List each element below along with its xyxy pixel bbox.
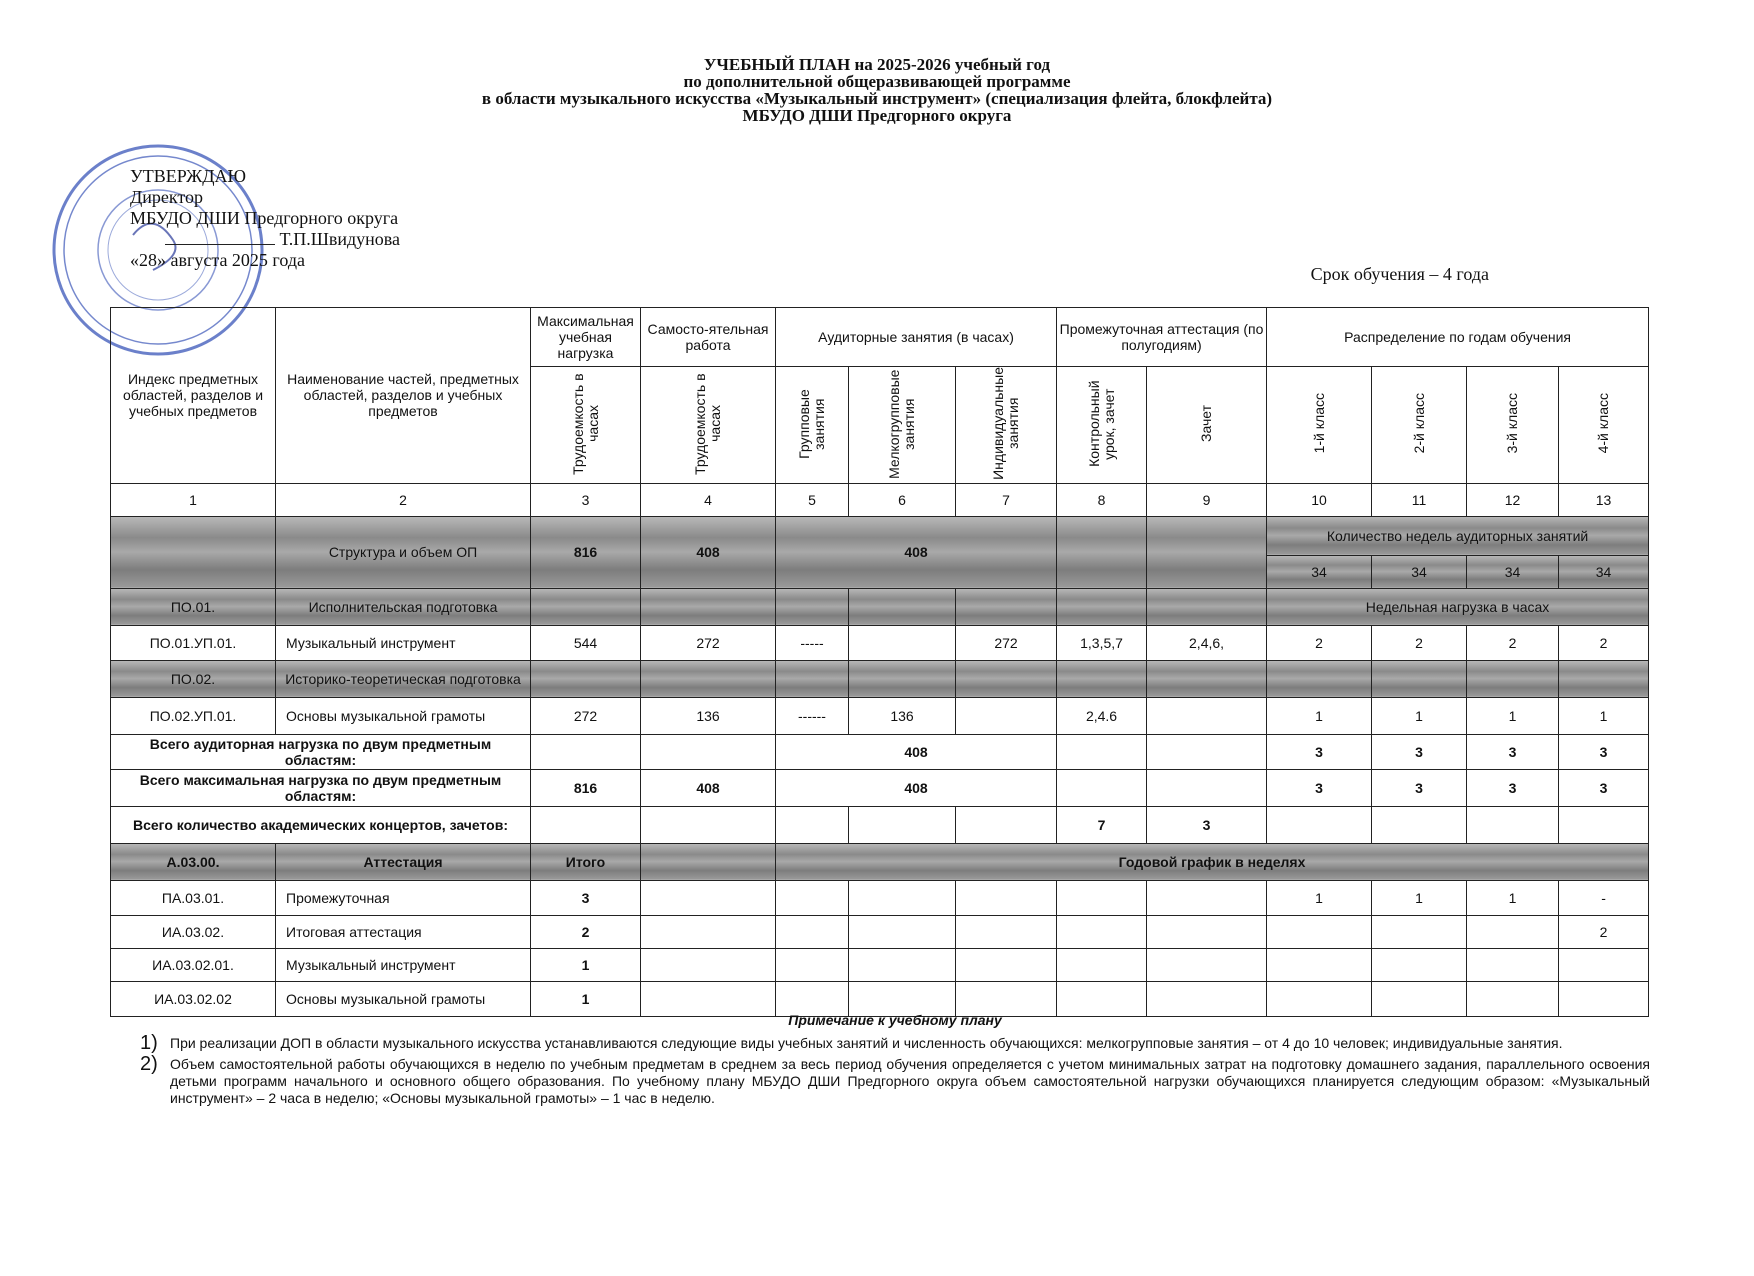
header-row-top: [111, 308, 1649, 367]
col-header-self: Самосто-ятельная работа: [641, 308, 776, 367]
pa-y1: 1: [1267, 880, 1372, 915]
weeks-year-1: 34: [1267, 555, 1372, 588]
po02up01-indiv: [956, 697, 1057, 734]
notes-title: Примечание к учебному плану: [788, 1012, 1002, 1028]
sub-header-10: 1-й класс: [1310, 393, 1327, 454]
total-max-y1: 3: [1267, 769, 1372, 806]
col-number: 2: [276, 483, 531, 516]
pa-index: ПА.03.01.: [111, 880, 276, 915]
total-max-self: 408: [641, 769, 776, 806]
total-max-max: 816: [531, 769, 641, 806]
att-schedule: Годовой график в неделях: [776, 843, 1649, 880]
table-row-structure: [111, 516, 1649, 555]
total-max-y4: 3: [1559, 769, 1649, 806]
sub-header-6: Мелкогрупповые занятия: [886, 368, 917, 479]
pa-y4: -: [1559, 880, 1649, 915]
table-row-pa: [111, 880, 1649, 915]
sub-header-9: Зачет: [1198, 404, 1215, 442]
approve-date: «28» августа 2025 года: [130, 250, 305, 270]
po01up01-small: [849, 625, 956, 660]
note-1-text: При реализации ДОП в области музыкального искусства устанавливаются следующие виды учебных занятий и численность обучающихся: мелкогрупповые занятия – от 4 до 10 человек; индивидуальные занятия.: [170, 1035, 1563, 1051]
approve-signature-line: [130, 229, 400, 250]
po01up01-y1: 2: [1267, 625, 1372, 660]
po01up01-y4: 2: [1559, 625, 1649, 660]
po02up01-group: ------: [776, 697, 849, 734]
po01up01-self: 272: [641, 625, 776, 660]
att-name: Аттестация: [276, 843, 531, 880]
note-2-number: 2): [140, 1053, 158, 1075]
po02up01-credit: [1147, 697, 1267, 734]
po02up01-y3: 1: [1467, 697, 1559, 734]
table-row-ia1: [111, 948, 1649, 981]
po02-name: Историко-теоретическая подготовка: [276, 660, 531, 697]
notes-section: [140, 1012, 1650, 1111]
ia1-name: Музыкальный инструмент: [276, 948, 531, 981]
po01up01-indiv: 272: [956, 625, 1057, 660]
col-header-distribution: Распределение по годам обучения: [1267, 308, 1649, 367]
col-number: 4: [641, 483, 776, 516]
note-2-text: Объем самостоятельной работы обучающихся в неделю по учебным предметам в среднем за весь период обучения определяется с учетом минимальных затрат на подготовку домашнего задания, параллельного освоения детьми программ начального и основного общего образования. По учебному плану МБУДО ДШИ Предгорного округа объем самостоятельной нагрузки обучающихся планируется следующим образом: «Музыкальный инструмент» – 2 часа в неделю; «Основы музыкальной грамоты» – 1 час в неделю.: [170, 1056, 1650, 1106]
sub-header-4: Трудоемкость в часах: [692, 372, 723, 475]
total-max-y2: 3: [1372, 769, 1467, 806]
col-header-max: Максимальная учебная нагрузка: [531, 308, 641, 367]
sub-header-12: 3-й класс: [1504, 393, 1521, 454]
pa-total: 3: [531, 880, 641, 915]
total-aud-y1: 3: [1267, 734, 1372, 769]
ia2-name: Основы музыкальной грамоты: [276, 981, 531, 1016]
table-row-attestation: [111, 843, 1649, 880]
ia1-total: 1: [531, 948, 641, 981]
title-line-3: в области музыкального искусства «Музыкальный инструмент» (специализация флейта, блокфлейта): [481, 89, 1273, 108]
po02up01-max: 272: [531, 697, 641, 734]
total-concerts-credit: 3: [1147, 806, 1267, 843]
total-max-aud: 408: [776, 769, 1057, 806]
po01up01-control: 1,3,5,7: [1057, 625, 1147, 660]
column-number-row: [111, 483, 1649, 516]
total-aud-value: 408: [776, 734, 1057, 769]
table-row-po01: [111, 588, 1649, 625]
sub-header-3: Трудоемкость в часах: [569, 372, 601, 475]
col-number: 13: [1559, 483, 1649, 516]
po02up01-control: 2,4.6: [1057, 697, 1147, 734]
po01up01-max: 544: [531, 625, 641, 660]
po02up01-name: Основы музыкальной грамоты: [276, 697, 531, 734]
note-2: [140, 1053, 1650, 1107]
ia1-index: ИА.03.02.01.: [111, 948, 276, 981]
col-number: 8: [1057, 483, 1147, 516]
table-row-ia: [111, 915, 1649, 948]
col-number: 5: [776, 483, 849, 516]
po01up01-group: -----: [776, 625, 849, 660]
att-index: А.03.00.: [111, 843, 276, 880]
col-header-attestation: Промежуточная аттестация (по полугодиям): [1057, 308, 1267, 367]
total-aud-label: Всего аудиторная нагрузка по двум предметным областям:: [111, 734, 531, 769]
col-number: 11: [1372, 483, 1467, 516]
po02up01-y4: 1: [1559, 697, 1649, 734]
po01-name: Исполнительская подготовка: [276, 588, 531, 625]
col-header-index: Индекс предметных областей, разделов и учебных предметов: [111, 308, 276, 484]
table-row-total-max: [111, 769, 1649, 806]
structure-name: Структура и объем ОП: [276, 516, 531, 588]
title-line-2: по дополнительной общеразвивающей программе: [683, 72, 1071, 91]
curriculum-table: [110, 307, 1649, 1017]
col-header-classes: Аудиторные занятия (в часах): [776, 308, 1057, 367]
table-row-po02: [111, 660, 1649, 697]
study-term: Срок обучения – 4 года: [1310, 264, 1489, 284]
po02-index: ПО.02.: [111, 660, 276, 697]
col-number: 6: [849, 483, 956, 516]
po01up01-y3: 2: [1467, 625, 1559, 660]
total-concerts-label: Всего количество академических концертов, зачетов:: [111, 806, 531, 843]
table-row-total-concerts: [111, 806, 1649, 843]
att-total: Итого: [531, 843, 641, 880]
po01up01-name: Музыкальный инструмент: [276, 625, 531, 660]
total-max-label: Всего максимальная нагрузка по двум предметным областям:: [111, 769, 531, 806]
col-number: 7: [956, 483, 1057, 516]
po02up01-y2: 1: [1372, 697, 1467, 734]
weeks-year-2: 34: [1372, 555, 1467, 588]
po02up01-small: 136: [849, 697, 956, 734]
total-max-y3: 3: [1467, 769, 1559, 806]
title-line-4: МБУДО ДШИ Предгорного округа: [742, 106, 1012, 125]
note-1: [140, 1032, 1650, 1054]
ia2-total: 1: [531, 981, 641, 1016]
pa-y3: 1: [1467, 880, 1559, 915]
table-row-po02up01: [111, 697, 1649, 734]
total-aud-y3: 3: [1467, 734, 1559, 769]
structure-self: 408: [641, 516, 776, 588]
po01up01-y2: 2: [1372, 625, 1467, 660]
approval-block: [130, 166, 400, 271]
total-aud-y2: 3: [1372, 734, 1467, 769]
ia-name: Итоговая аттестация: [276, 915, 531, 948]
sub-header-5: Групповые занятия: [796, 388, 827, 459]
weekly-load-label: Недельная нагрузка в часах: [1267, 588, 1649, 625]
table-row-total-aud: [111, 734, 1649, 769]
document-header: [0, 56, 1754, 124]
total-aud-y4: 3: [1559, 734, 1649, 769]
ia-total: 2: [531, 915, 641, 948]
po01up01-credit: 2,4,6,: [1147, 625, 1267, 660]
structure-max: 816: [531, 516, 641, 588]
po02up01-y1: 1: [1267, 697, 1372, 734]
title-line-1: УЧЕБНЫЙ ПЛАН на 2025-2026 учебный год: [703, 55, 1051, 74]
approve-position: Директор: [130, 187, 204, 207]
col-number: 12: [1467, 483, 1559, 516]
note-1-number: 1): [140, 1032, 158, 1054]
structure-aud: 408: [776, 516, 1057, 588]
pa-name: Промежуточная: [276, 880, 531, 915]
col-number: 1: [111, 483, 276, 516]
weeks-label: Количество недель аудиторных занятий: [1267, 516, 1649, 555]
col-header-name: Наименование частей, предметных областей, разделов и учебных предметов: [276, 308, 531, 484]
approve-director-name: Т.П.Швидунова: [279, 229, 401, 249]
po02up01-index: ПО.02.УП.01.: [111, 697, 276, 734]
pa-y2: 1: [1372, 880, 1467, 915]
weeks-year-3: 34: [1467, 555, 1559, 588]
col-number: 9: [1147, 483, 1267, 516]
po01up01-index: ПО.01.УП.01.: [111, 625, 276, 660]
total-concerts-control: 7: [1057, 806, 1147, 843]
col-number: 10: [1267, 483, 1372, 516]
table-row-po01up01: [111, 625, 1649, 660]
ia-index: ИА.03.02.: [111, 915, 276, 948]
approve-org: МБУДО ДШИ Предгорного округа: [130, 208, 399, 228]
sub-header-13: 4-й класс: [1595, 393, 1612, 454]
sub-header-11: 2-й класс: [1410, 393, 1427, 454]
col-number: 3: [531, 483, 641, 516]
po02up01-self: 136: [641, 697, 776, 734]
ia-y4: 2: [1559, 915, 1649, 948]
po01-index: ПО.01.: [111, 588, 276, 625]
ia2-index: ИА.03.02.02: [111, 981, 276, 1016]
approve-heading: УТВЕРЖДАЮ: [130, 166, 247, 186]
sub-header-8: Контрольный урок, зачет: [1085, 380, 1117, 467]
sub-header-7: Индивидуальные занятия: [990, 367, 1022, 480]
weeks-year-4: 34: [1559, 555, 1649, 588]
